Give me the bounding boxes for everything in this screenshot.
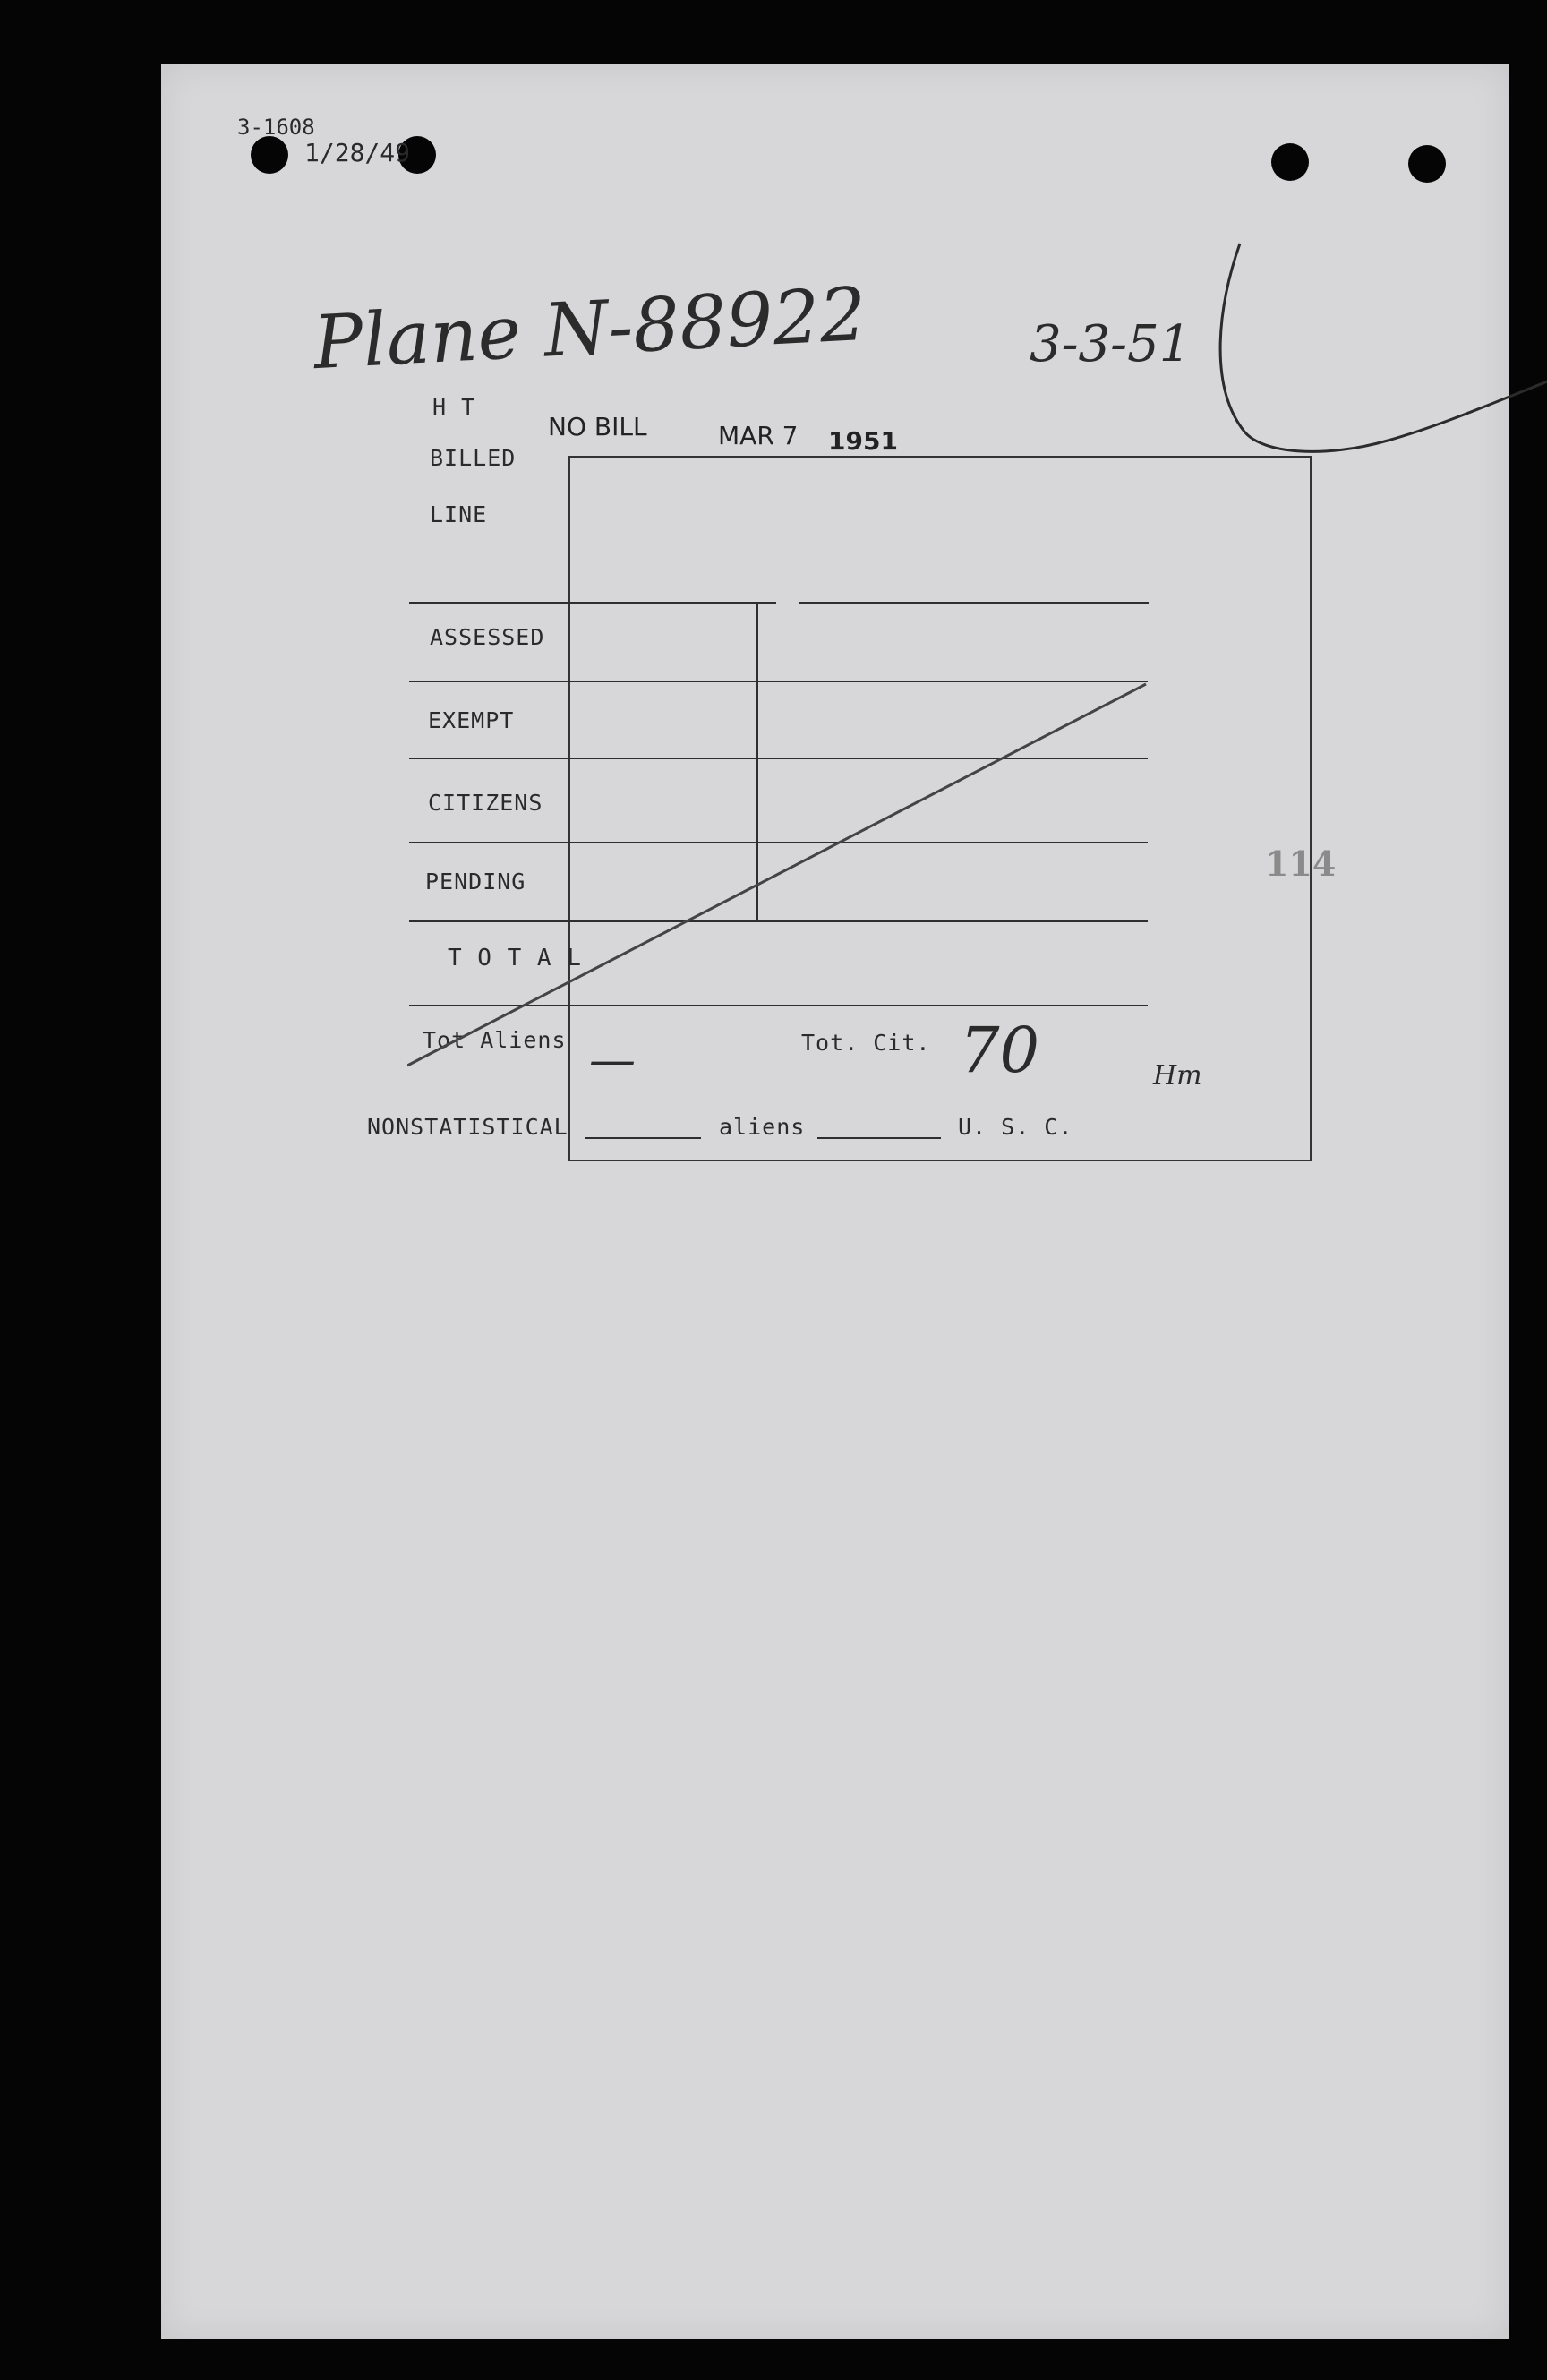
form-code: 3-1608 (237, 115, 315, 140)
handwritten-initials: Hm (1153, 1060, 1202, 1092)
check-mark-icon (1209, 235, 1547, 467)
citizens-label: CITIZENS (428, 790, 543, 816)
section-divider (409, 602, 776, 604)
section-divider (799, 602, 1149, 604)
nonstatistical-label: NONSTATISTICAL (367, 1114, 568, 1140)
form-date: 1/28/49 (304, 138, 411, 167)
diagonal-cross-out-line (407, 611, 1150, 1076)
exempt-label: EXEMPT (428, 707, 515, 733)
handwritten-date: 3-3-51 (1030, 315, 1192, 373)
tot-cit-value: 70 (960, 1014, 1040, 1087)
tot-cit-label: Tot. Cit. (801, 1030, 931, 1056)
ht-label: H T (432, 394, 476, 420)
billed-label: BILLED (430, 445, 517, 471)
punch-hole (1408, 145, 1446, 183)
usc-label: U. S. C. (958, 1114, 1073, 1140)
total-label: T O T A L (448, 945, 582, 972)
line-label: LINE (430, 501, 488, 527)
stamp-date: MAR 7 (718, 421, 799, 450)
punch-hole (251, 136, 288, 174)
handwritten-plane-number: Plane N-88922 (311, 271, 869, 387)
aliens-label: aliens (719, 1114, 806, 1140)
stamp-year: 1951 (828, 426, 898, 456)
tot-aliens-value: — (589, 1033, 636, 1087)
assessed-label: ASSESSED (430, 624, 545, 650)
blank-field-line (817, 1137, 941, 1139)
blank-field-line (585, 1137, 701, 1139)
no-bill-stamp: NO BILL (548, 412, 647, 441)
pending-label: PENDING (425, 869, 526, 895)
document-page (161, 64, 1509, 2339)
page-number: 114 (1265, 843, 1337, 884)
punch-hole (1271, 143, 1309, 181)
tot-aliens-label: Tot Aliens (423, 1027, 567, 1053)
